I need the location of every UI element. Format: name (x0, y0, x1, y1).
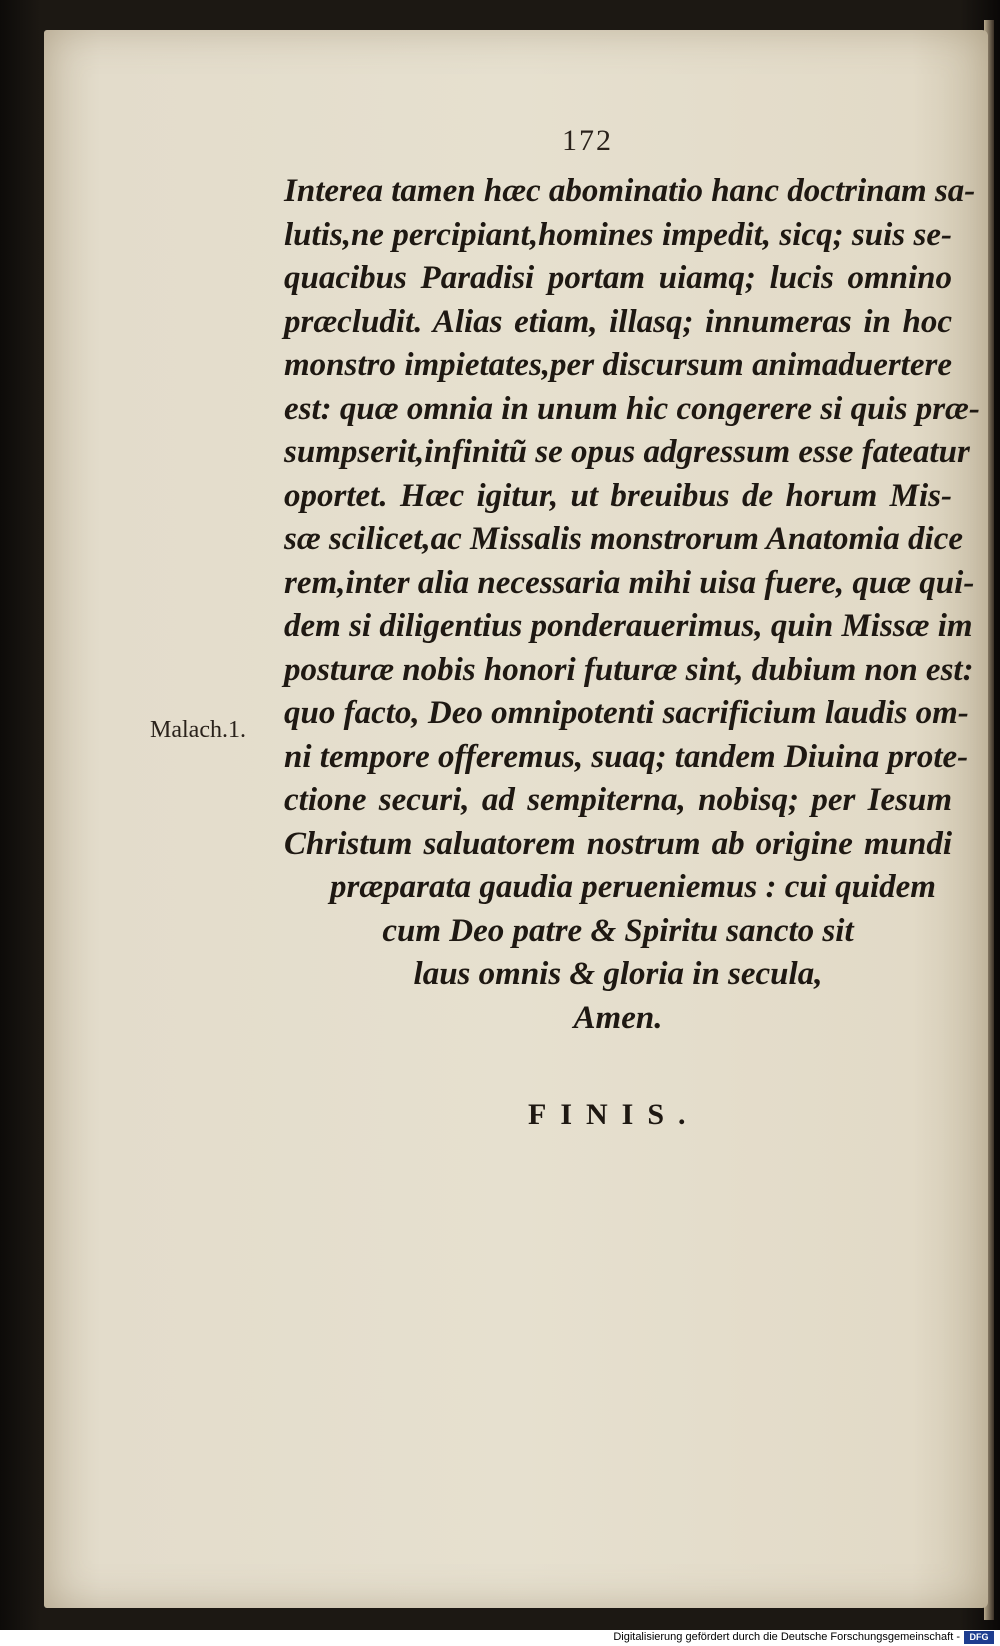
closing-line: præparata gaudia perueniemus : cui quidem (330, 869, 936, 905)
dfg-logo: DFG (964, 1631, 994, 1644)
closing-line: Amen. (573, 999, 663, 1036)
text-line: dem si diligentius ponderauerimus, quin Missæ im (284, 608, 973, 644)
text-line: oportet. Hæc igitur, ut breuibus de horum Mis- (284, 477, 952, 514)
text-line: posturæ nobis honori futuræ sint, dubium non est: (284, 651, 974, 688)
page-number: 172 (562, 124, 613, 157)
text-line: lutis,ne percipiant,homines impedit, sicq; suis se- (284, 216, 952, 253)
finis-heading: FINIS. (528, 1098, 700, 1131)
closing-line: cum Deo patre & Spiritu sancto sit (382, 912, 854, 949)
text-line: ctione securi, ad sempiterna, nobisq; per Iesum (284, 782, 952, 818)
text-line: sumpserit,infinitũ se opus adgressum esse fateatur (284, 434, 970, 470)
text-line: quacibus Paradisi portam uiamq; lucis omnino (284, 260, 952, 296)
margin-reference: Malach.1. (150, 717, 246, 743)
text-line: monstro impietates,per discursum animaduertere (284, 347, 952, 383)
text-line: est: quæ omnia in unum hic congerere si quis præ- (284, 390, 980, 427)
text-line: quo facto, Deo omnipotenti sacrificium laudis om- (284, 695, 969, 731)
text-line: Christum saluatorem nostrum ab origine mundi (284, 825, 952, 862)
closing-line: laus omnis & gloria in secula, (413, 956, 823, 992)
text-line: ni tempore offeremus, suaq; tandem Diuina prote- (284, 738, 969, 775)
text-line: sæ scilicet,ac Missalis monstrorum Anatomia dice (284, 521, 963, 557)
text-line: præcludit. Alias etiam, illasq; innumeras in hoc (284, 303, 952, 340)
text-line: Interea tamen hæc abominatio hanc doctrinam sa- (284, 173, 976, 209)
footer-credit: Digitalisierung gefördert durch die Deutsche Forschungsgemeinschaft - (613, 1631, 960, 1643)
text-line: rem,inter alia necessaria mihi uisa fuere, quæ qui- (284, 564, 975, 601)
body-text (284, 170, 980, 1040)
digitization-footer (0, 1630, 1000, 1646)
